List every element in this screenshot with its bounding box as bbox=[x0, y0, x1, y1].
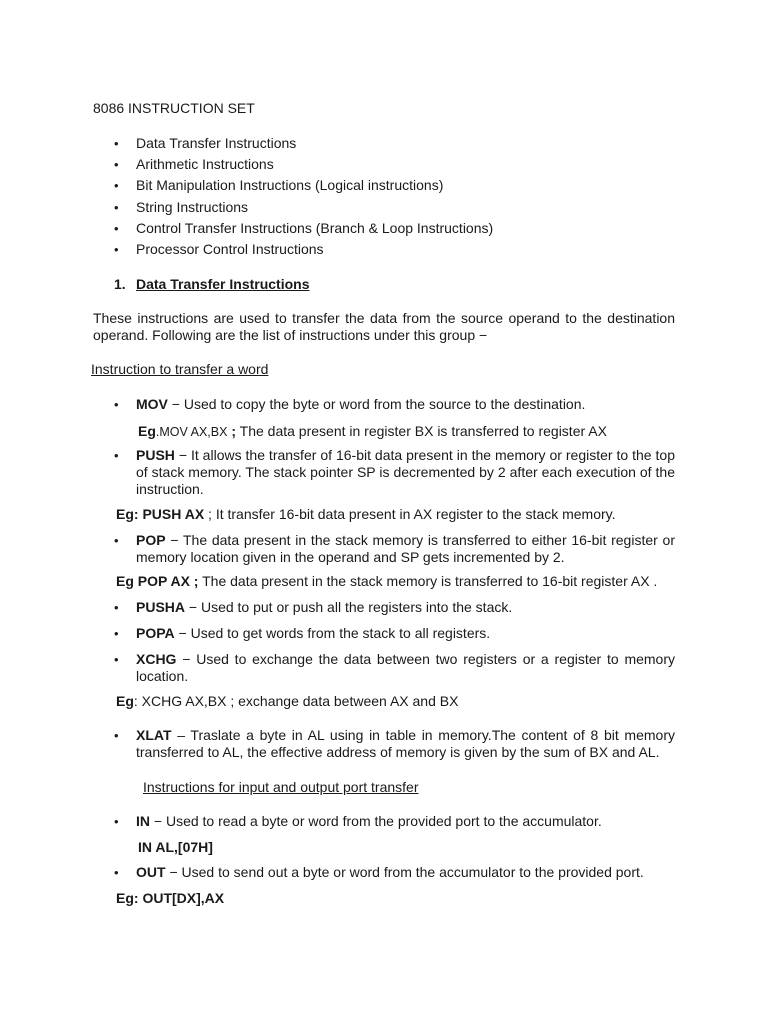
bullet: • bbox=[114, 626, 119, 641]
pop-name: POP bbox=[136, 532, 166, 548]
bullet: • bbox=[114, 242, 119, 257]
xchg-desc: − Used to exchange the data between two registers or a register to memory location. bbox=[136, 651, 675, 684]
pop-item bbox=[136, 532, 675, 566]
pusha-item bbox=[136, 599, 512, 616]
out-desc: − Used to send out a byte or word from the accumulator to the provided port. bbox=[165, 864, 644, 880]
subheading-port-transfer: Instructions for input and output port transfer bbox=[143, 779, 419, 795]
bullet: • bbox=[114, 728, 119, 743]
out-item bbox=[136, 864, 644, 881]
mov-eg-text: The data present in register BX is transferred to register AX bbox=[236, 423, 607, 439]
out-example bbox=[116, 890, 224, 907]
page-title: 8086 INSTRUCTION SET bbox=[93, 100, 255, 116]
xlat-item bbox=[136, 727, 675, 761]
mov-eg-label: Eg bbox=[138, 423, 156, 439]
subheading-word-transfer: Instruction to transfer a word bbox=[91, 361, 269, 377]
popa-item bbox=[136, 625, 490, 642]
popa-desc: − Used to get words from the stack to all registers. bbox=[174, 625, 491, 641]
mov-example bbox=[138, 423, 607, 441]
mov-name: MOV bbox=[136, 396, 168, 412]
pop-eg-label: Eg POP AX ; bbox=[116, 573, 199, 589]
xchg-name: XCHG bbox=[136, 651, 177, 667]
intro-paragraph: These instructions are used to transfer the data from the source operand to the destination operand. Following are the list of instructions under this group − bbox=[93, 310, 675, 343]
list-item: Data Transfer Instructions bbox=[136, 135, 297, 151]
list-item: String Instructions bbox=[136, 199, 249, 215]
mov-desc: − Used to copy the byte or word from the source to the destination. bbox=[167, 396, 586, 412]
bullet: • bbox=[114, 397, 119, 412]
pop-example bbox=[116, 573, 657, 590]
push-item bbox=[136, 447, 675, 498]
bullet: • bbox=[114, 157, 119, 172]
out-name: OUT bbox=[136, 864, 166, 880]
bullet: • bbox=[114, 652, 119, 667]
in-eg: IN AL,[07H] bbox=[138, 839, 213, 855]
xchg-eg-label: Eg bbox=[116, 693, 134, 709]
section-heading-title-wrap bbox=[136, 276, 310, 293]
push-eg-label: Eg: PUSH AX bbox=[116, 506, 205, 522]
xlat-desc: – Traslate a byte in AL using in table in memory.The content of 8 bit memory transferred to AL, the effective address of memory is given by the sum of BX and AL. bbox=[136, 727, 675, 760]
push-name: PUSH bbox=[136, 447, 175, 463]
list-item: Bit Manipulation Instructions (Logical instructions) bbox=[136, 177, 444, 193]
bullet: • bbox=[114, 178, 119, 193]
out-eg: Eg: OUT[DX],AX bbox=[116, 890, 225, 906]
push-example bbox=[116, 506, 616, 523]
bullet: • bbox=[114, 200, 119, 215]
in-name: IN bbox=[136, 813, 150, 829]
bullet: • bbox=[114, 814, 119, 829]
bullet: • bbox=[114, 600, 119, 615]
in-desc: − Used to read a byte or word from the provided port to the accumulator. bbox=[150, 813, 602, 829]
xchg-example bbox=[116, 693, 458, 710]
push-desc: − It allows the transfer of 16-bit data present in the memory or register to the top of stack memory. The stack pointer SP is decremented by 2 after each execution of the instruction. bbox=[136, 447, 675, 497]
list-item: Processor Control Instructions bbox=[136, 241, 324, 257]
section-title: Data Transfer Instructions bbox=[136, 276, 310, 292]
section-heading bbox=[114, 276, 126, 293]
push-eg-text: ; It transfer 16-bit data present in AX register to the stack memory. bbox=[204, 506, 616, 522]
bullet: • bbox=[114, 221, 119, 236]
mov-item bbox=[136, 396, 585, 413]
xchg-item bbox=[136, 651, 675, 685]
list-item: Arithmetic Instructions bbox=[136, 156, 274, 172]
bullet: • bbox=[114, 865, 119, 880]
xchg-eg-text: : XCHG AX,BX ; exchange data between AX and BX bbox=[133, 693, 459, 709]
list-item: Control Transfer Instructions (Branch & Loop Instructions) bbox=[136, 220, 494, 236]
pop-desc: − The data present in the stack memory is transferred to either 16-bit register or memory location given in the operand and SP gets incremented by 2. bbox=[136, 532, 675, 565]
bullet: • bbox=[114, 533, 119, 548]
xlat-name: XLAT bbox=[136, 727, 172, 743]
bullet: • bbox=[114, 448, 119, 463]
pop-eg-text: The data present in the stack memory is transferred to 16-bit register AX . bbox=[198, 573, 658, 589]
popa-name: POPA bbox=[136, 625, 175, 641]
section-number: 1. bbox=[114, 276, 126, 292]
mov-eg-sep: ; bbox=[227, 423, 237, 439]
mov-eg-code: .MOV AX,BX bbox=[155, 425, 228, 439]
pusha-desc: − Used to put or push all the registers into the stack. bbox=[185, 599, 513, 615]
in-item bbox=[136, 813, 602, 830]
pusha-name: PUSHA bbox=[136, 599, 186, 615]
in-example bbox=[138, 839, 213, 856]
bullet: • bbox=[114, 136, 119, 151]
